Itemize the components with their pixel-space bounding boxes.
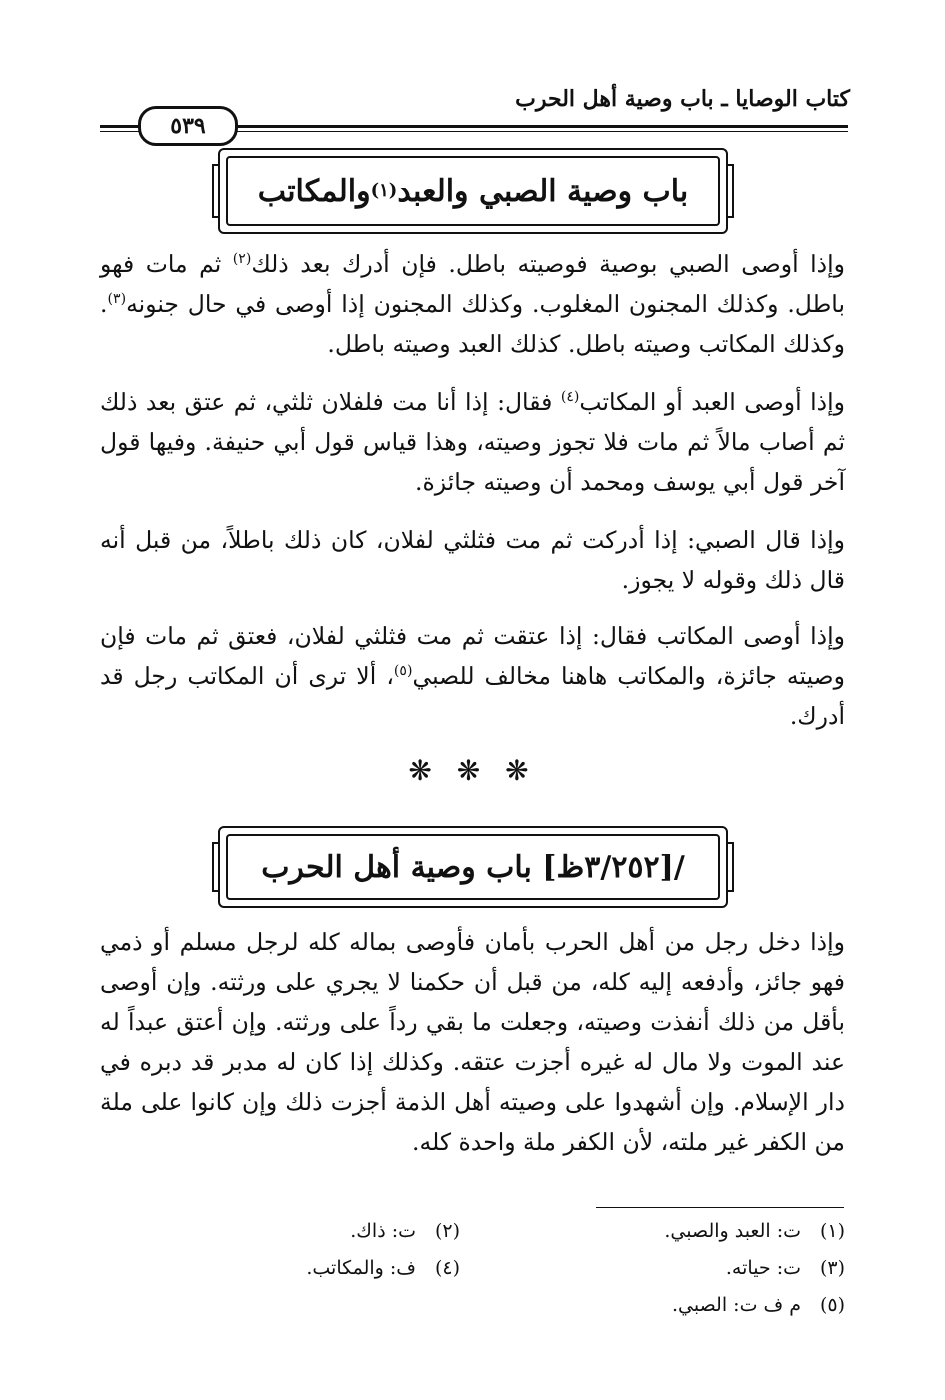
paragraph-text: ، ألا ترى أن المكاتب رجل قد أدرك. (100, 662, 845, 730)
footnote (664, 1220, 845, 1242)
footnote-text: ت: العبد والصبي. (664, 1220, 801, 1242)
footnote-number: (٥) (819, 1294, 845, 1316)
footnote-text: م ف ت: الصبي. (671, 1294, 801, 1316)
paragraph (100, 382, 845, 502)
section-separator-ornament: ❋ ❋ ❋ (408, 754, 537, 787)
paragraph-text: وإذا أوصى العبد أو المكاتب (579, 388, 845, 416)
chapter-title: باب وصية الصبي والعبد (١) والمكاتب (226, 156, 720, 226)
paragraph (100, 616, 845, 736)
chapter-title-text: باب وصية الصبي والعبد (397, 173, 689, 209)
chapter-title-text-tail: والمكاتب (257, 173, 371, 209)
chapter-title-frame (218, 148, 728, 234)
page-number: ٥٣٩ (138, 106, 238, 146)
running-header: كتاب الوصايا ـ باب وصية أهل الحرب (515, 86, 850, 112)
chapter-title (226, 834, 720, 900)
footnote (726, 1257, 845, 1279)
footnote-separator (596, 1207, 844, 1208)
paragraph (100, 244, 845, 364)
footnote-number: (١) (819, 1220, 845, 1242)
paragraph (100, 520, 845, 600)
chapter-title-frame (218, 826, 728, 908)
footnote-text: ت: حياته. (725, 1257, 801, 1279)
paragraph-text: وإذا أوصى الصبي بوصية فوصيته باطل. فإن أدرك بعد ذلك (251, 250, 845, 278)
paragraph-text: وإذا قال الصبي: إذا أدركت ثم مت فثلثي لفلان، كان ذلك باطلاً، من قبل أنه قال ذلك وقوله لا يجوز. (100, 526, 845, 594)
chapter-title-text: /[٣/٢٥٢ظ] باب وصية أهل الحرب (261, 849, 685, 885)
footnote (350, 1220, 460, 1242)
paragraph-text: وإذا دخل رجل من أهل الحرب بأمان فأوصى بماله كله لرجل مسلم أو ذمي فهو جائز، وأدفعه إليه كله، من قبل أن حكمنا لا يجري على ورثته. وإن أوصى بأقل من ذلك أنفذت وصيته، وجعلت ما بقي رداً على ورثته. وإن أعتق عبداً له عند الموت ولا مال له غيره أجزت عتقه. وكذلك إذا كان له مدبر قد دبره في دار الإسلام. وإن أشهدوا على وصيته أهل الذمة أجزت ذلك وإن كانوا على ملة من الكفر غير ملته، لأن الكفر ملة واحدة كله. (100, 928, 845, 1156)
footnote-number: (٢) (434, 1220, 460, 1242)
paragraph-text: فقال: إذا أنا مت فلفلان ثلثي، ثم عتق بعد ذلك ثم أصاب مالاً ثم مات فلا تجوز وصيته، وهذا قياس قول أبي حنيفة. وفيها قول آخر قول أبي يوسف ومحمد أن وصيته جائزة. (100, 388, 845, 496)
footnote-marker: (٥) (393, 663, 413, 680)
paragraph (100, 922, 845, 1162)
paragraph-text: . وكذلك المكاتب وصيته باطل. كذلك العبد وصيته باطل. (100, 290, 845, 358)
footnote-marker: (٤) (560, 389, 580, 406)
footnote (672, 1294, 845, 1316)
footnote-text: ف: والمكاتب. (306, 1257, 416, 1279)
footnote-marker: (٢) (232, 251, 252, 268)
paragraph-text: ثم مات فهو باطل. وكذلك المجنون المغلوب. وكذلك المجنون إذا أوصى في حال جنونه (100, 250, 845, 318)
footnote-marker: (٣) (107, 291, 127, 308)
footnote (306, 1257, 460, 1279)
paragraph-text: وإذا أوصى المكاتب فقال: إذا عتقت ثم مت فثلثي لفلان، فعتق ثم مات فإن وصيته جائزة، والمكاتب هاهنا مخالف للصبي (100, 622, 845, 690)
footnote-text: ت: ذاك. (350, 1220, 416, 1242)
footnote-number: (٣) (819, 1257, 845, 1279)
footnote-number: (٤) (434, 1257, 460, 1279)
